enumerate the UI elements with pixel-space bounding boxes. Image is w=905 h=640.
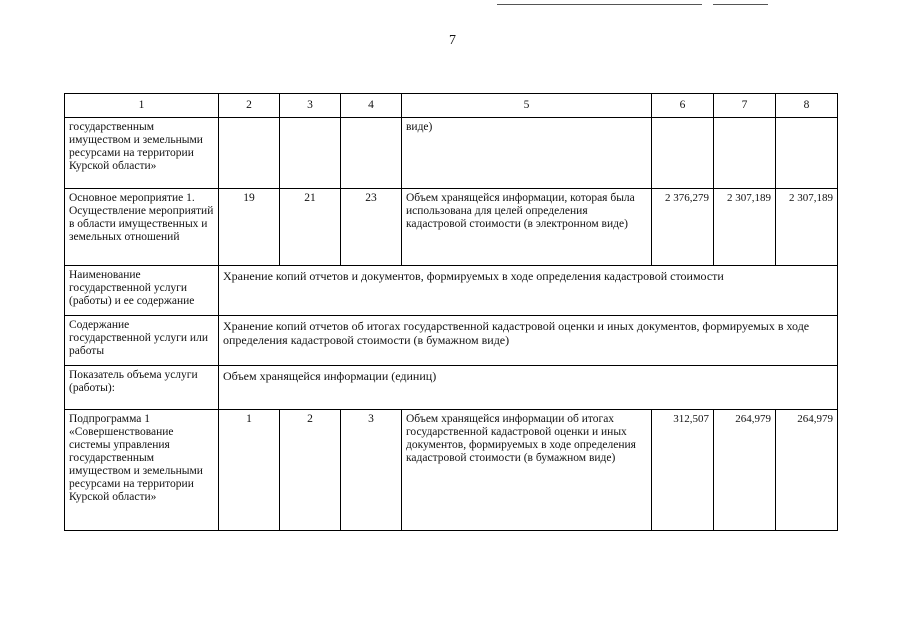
header-cell: 4 [341, 94, 402, 118]
indicator-name-cell: Объем хранящейся информации, которая была использована для целей определения кадастровой стоимости (в электронном виде) [402, 189, 652, 266]
top-rule-left [497, 4, 702, 5]
indicator-name-cell: Объем хранящейся информации об итогах государственной кадастровой оценки и иных документов, формируемых в ходе определения кадастровой стоимости (в бумажном виде) [402, 410, 652, 531]
value-cell: 312,507 [652, 410, 714, 531]
row-label-cell: Наименование государственной услуги (работы) и ее содержание [65, 266, 219, 316]
value-cell: 264,979 [776, 410, 838, 531]
table-row [65, 410, 838, 531]
top-rule-right [713, 4, 768, 5]
indicator-table [64, 93, 838, 531]
program-name-cell: государственным имуществом и земельными ресурсами на территории Курской области» [65, 118, 219, 189]
value-cell: 2 307,189 [714, 189, 776, 266]
table-cell: 23 [341, 189, 402, 266]
indicator-name-cell: виде) [402, 118, 652, 189]
header-cell: 6 [652, 94, 714, 118]
header-row [65, 94, 838, 118]
service-content-cell: Хранение копий отчетов об итогах государственной кадастровой оценки и иных документов, формируемых в ходе определения кадастровой стоимости (в бумажном виде) [219, 316, 838, 366]
value-cell [776, 118, 838, 189]
table-cell: 2 [280, 410, 341, 531]
table-row [65, 316, 838, 366]
volume-indicator-cell: Объем хранящейся информации (единиц) [219, 366, 838, 410]
table-row [65, 266, 838, 316]
row-label-cell: Содержание государственной услуги или работы [65, 316, 219, 366]
value-cell: 2 307,189 [776, 189, 838, 266]
value-cell: 264,979 [714, 410, 776, 531]
table-cell [280, 118, 341, 189]
value-cell [714, 118, 776, 189]
header-cell: 8 [776, 94, 838, 118]
row-label-cell: Показатель объема услуги (работы): [65, 366, 219, 410]
header-cell: 1 [65, 94, 219, 118]
program-name-cell: Основное мероприятие 1. Осуществление мероприятий в области имущественных и земельных отношений [65, 189, 219, 266]
value-cell: 2 376,279 [652, 189, 714, 266]
table-cell: 21 [280, 189, 341, 266]
table-cell: 1 [219, 410, 280, 531]
table-row [65, 118, 838, 189]
table-cell: 3 [341, 410, 402, 531]
header-cell: 5 [402, 94, 652, 118]
value-cell [652, 118, 714, 189]
program-name-cell: Подпрограмма 1 «Совершенствование системы управления государственным имуществом и земельными ресурсами на территории Курской области» [65, 410, 219, 531]
table-cell: 19 [219, 189, 280, 266]
header-cell: 2 [219, 94, 280, 118]
header-cell: 7 [714, 94, 776, 118]
header-cell: 3 [280, 94, 341, 118]
service-name-cell: Хранение копий отчетов и документов, формируемых в ходе определения кадастровой стоимости [219, 266, 838, 316]
page-number: 7 [449, 33, 456, 48]
table-row [65, 189, 838, 266]
table-cell [219, 118, 280, 189]
table-row [65, 366, 838, 410]
table-cell [341, 118, 402, 189]
